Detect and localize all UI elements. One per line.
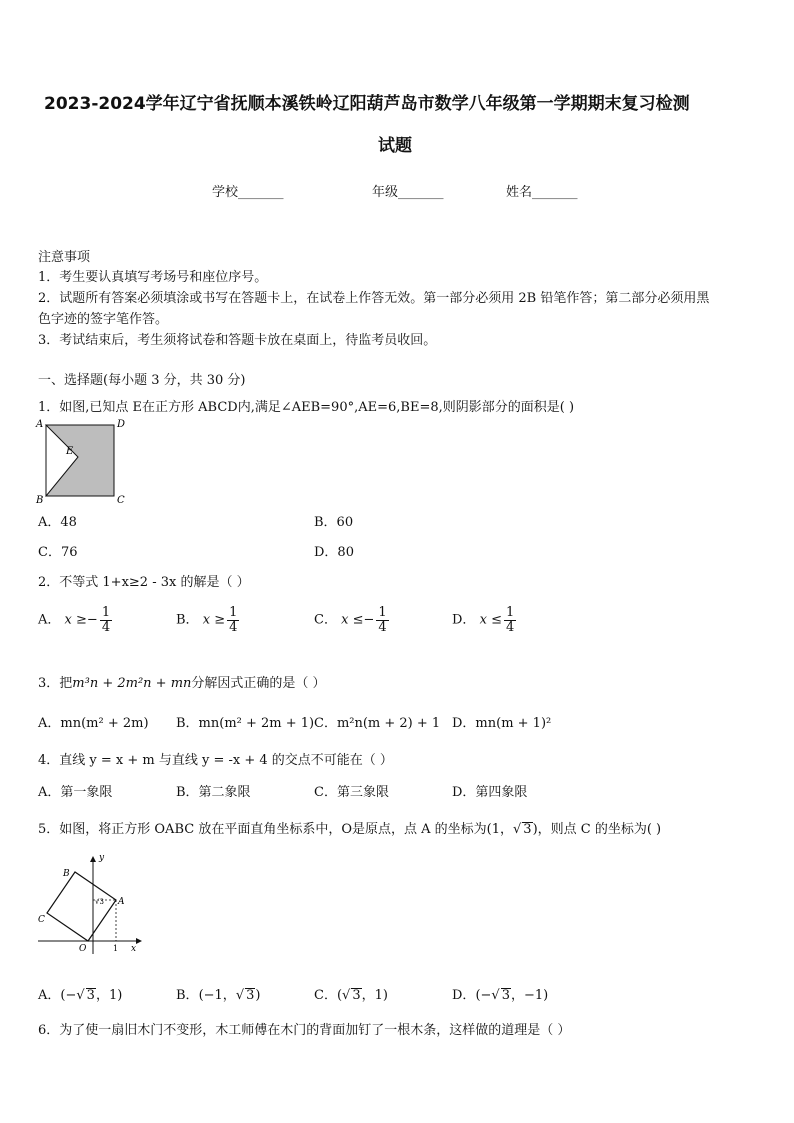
label-sqrt3: √3 [95,898,104,906]
exam-title-line2: 试题 [378,136,412,156]
question-5-figure [34,850,146,956]
option-lhs: x [479,612,487,628]
notice-item: 1．考生要认真填写考场号和座位序号。 [38,270,268,285]
label-D: D [117,419,126,430]
option-sign: − [86,612,98,628]
option-op: ≤ [352,612,364,628]
q4-option-b[interactable]: B．第二象限 [176,785,251,800]
stem-suffix: 分解因式正确的是（ ） [191,676,326,691]
q3-option-a[interactable]: A．mn(m² + 2m) [38,716,149,731]
sqrt-radicand: 3 [523,822,532,837]
q1-option-a[interactable]: A．48 [38,515,77,530]
option-op: ≥ [214,612,226,628]
label-C: C [38,915,45,925]
option-letter: C． [314,612,337,628]
q2-option-c[interactable] [314,606,391,634]
fraction: $\frac{1}{4}$ [101,605,111,635]
label-B: B [63,869,70,879]
q3-option-c[interactable]: C．m²n(m + 2) + 1 [314,716,441,731]
q4-option-c[interactable]: C．第三象限 [314,785,389,800]
label-A: A [118,897,125,907]
label-A: A [36,419,44,430]
option-op: ≤ [491,612,502,628]
label-E: E [66,446,74,457]
q1-option-b[interactable]: B．60 [314,515,354,530]
q4-option-a[interactable]: A．第一象限 [38,785,113,800]
label-y: y [99,853,105,863]
q2-option-a[interactable] [38,606,114,634]
option-sign: − [363,612,375,628]
q2-option-d[interactable] [452,606,518,634]
stem-part-b: )，则点 C 的坐标为( ) [532,822,662,837]
notice-heading: 注意事项 [38,250,91,265]
question-5-stem: 5．如图，将正方形 OABC 放在平面直角坐标系中，O是原点，点 A 的坐标为(1，√ 3)，则点 C 的坐标为( ) [38,822,662,837]
stem-prefix: 3．把 [38,676,73,691]
option-letter: A． [38,612,61,628]
exam-title-line1: 2023-2024学年辽宁省抚顺本溪铁岭辽阳葫芦岛市数学八年级第一学期期末复习检测 [44,94,690,114]
question-2-stem: 2．不等式 1+x≥2 - 3x 的解是（ ） [38,575,250,590]
question-3-stem [38,672,326,691]
section-heading: 一、选择题(每小题 3 分，共 30 分) [38,373,246,388]
school-field[interactable]: 学校_______ [212,185,284,200]
q3-option-d[interactable]: D．mn(m + 1)² [452,716,552,731]
question-1-figure [34,416,134,508]
q2-option-b[interactable] [176,606,241,634]
option-lhs: x [341,612,349,628]
name-field[interactable]: 姓名_______ [506,185,578,200]
notice-item: 2．试题所有答案必须填涂或书写在答题卡上，在试卷上作答无效。第一部分必须用 2B 铅笔作答；第二部分必须用黑 [38,291,710,306]
stem-expression: m³n + 2m²n + mn [72,676,192,691]
label-O: O [79,944,87,954]
option-lhs: x [202,612,211,628]
option-lhs: x [64,612,72,628]
q5-option-a[interactable]: A．(−√ 3，1) [38,988,123,1003]
notice-item: 3．考试结束后，考生须将试卷和答题卡放在桌面上，待监考员收回。 [38,333,437,348]
question-4-stem: 4．直线 y = x + m 与直线 y = -x + 4 的交点不可能在（ ） [38,753,393,768]
label-x: x [131,944,137,954]
grade-field[interactable]: 年级_______ [372,185,444,200]
option-letter: D． [452,612,476,628]
label-B: B [36,495,44,506]
q5-option-d[interactable]: D．(−√ 3，−1) [452,988,549,1003]
question-1-stem: 1．如图,已知点 E在正方形 ABCD内,满足∠AEB=90°,AE=6,BE=8,则阴影部分的面积是( ) [38,400,575,415]
fraction: $\frac{1}{4}$ [229,605,238,635]
q5-option-b[interactable]: B．(−1，√ 3) [176,988,261,1003]
q4-option-d[interactable]: D．第四象限 [452,785,528,800]
option-op: ≥ [76,612,87,628]
label-one: 1 [113,944,119,953]
notice-item: 色字迹的签字笔作答。 [38,312,169,327]
label-C: C [117,495,125,506]
q5-option-c[interactable]: C．(√ 3，1) [314,988,388,1003]
question-6-stem: 6．为了使一扇旧木门不变形，木工师傅在木门的背面加钉了一根木条，这样做的道理是（ ） [38,1023,571,1038]
fraction: $\frac{1}{4}$ [378,605,387,635]
q1-option-d[interactable]: D．80 [314,545,354,560]
q3-option-b[interactable]: B．mn(m² + 2m + 1) [176,716,315,731]
fraction: $\frac{1}{4}$ [505,605,515,635]
option-letter: B． [176,612,199,628]
stem-part-a: 5．如图，将正方形 OABC 放在平面直角坐标系中，O是原点，点 A 的坐标为(1， [38,822,513,837]
q1-option-c[interactable]: C．76 [38,545,78,560]
